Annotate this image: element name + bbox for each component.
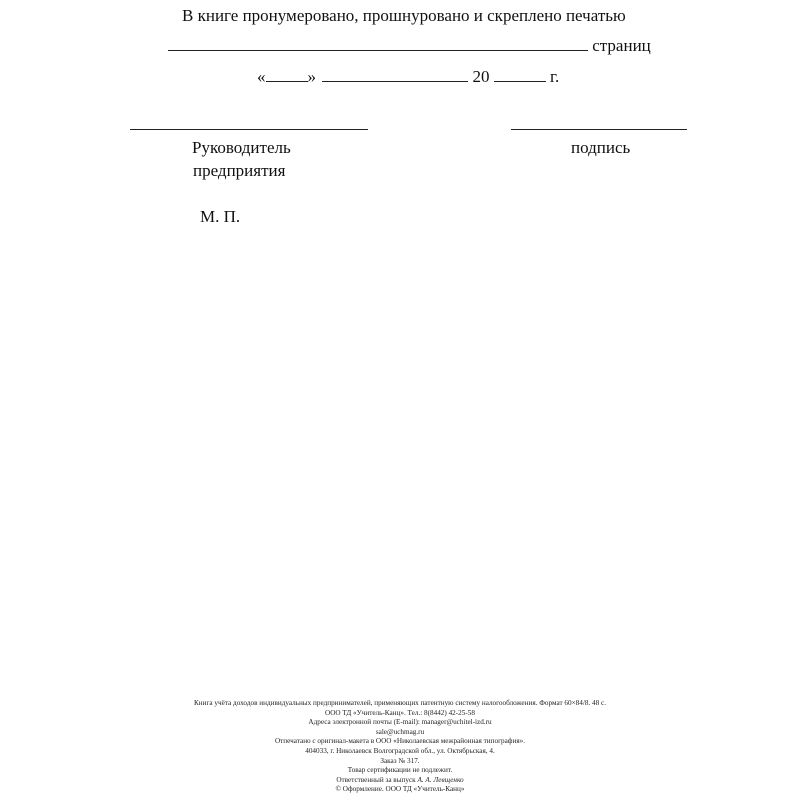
head-signature-rule xyxy=(130,129,368,130)
pages-word: страниц xyxy=(592,36,651,55)
day-blank xyxy=(266,66,308,82)
imprint-line: Отпечатано с оригинал-макета в ООО «Николаевская межрайонная типография». xyxy=(274,737,526,746)
imprint-line: Товар сертификации не подлежит. xyxy=(347,766,453,775)
year-blank xyxy=(494,66,546,82)
page-count-blank xyxy=(168,35,588,51)
imprint-block xyxy=(0,699,800,795)
head-label-line1: Руководитель xyxy=(192,138,291,157)
imprint-line: © Оформление. ООО ТД «Учитель-Канц» xyxy=(335,785,465,794)
date-open-quote: « xyxy=(257,67,266,86)
signature-label: подпись xyxy=(571,138,631,157)
signature-rule xyxy=(511,129,687,130)
responsible-name: А. А. Левщенко xyxy=(417,775,464,784)
imprint-line: Адреса электронной почты (E-mail): manager@uchitel-izd.ru xyxy=(308,718,492,727)
certification-statement: В книге пронумеровано, прошнуровано и скреплено печатью xyxy=(182,6,626,25)
imprint-line xyxy=(0,776,800,786)
head-label-line2: предприятия xyxy=(193,161,286,180)
imprint-line: ООО ТД «Учитель-Канц». Тел.: 8(8442) 42-25-58 xyxy=(325,708,475,717)
imprint-line: 404033, г. Николаевск Волгоградской обл., ул. Октябрьская, 4. xyxy=(305,746,495,755)
month-blank xyxy=(322,66,468,82)
date-line xyxy=(257,66,559,87)
year-prefix: 20 xyxy=(472,67,490,86)
year-suffix: г. xyxy=(550,67,560,86)
imprint-line: sale@uchmag.ru xyxy=(375,727,425,736)
responsible-prefix: Ответственный за выпуск xyxy=(336,775,416,784)
imprint-line: Заказ № 317. xyxy=(380,756,420,765)
page-count-line xyxy=(168,35,651,56)
seal-place-label: М. П. xyxy=(200,207,241,226)
date-close-quote: » xyxy=(307,67,316,86)
imprint-line: Книга учёта доходов индивидуальных предпринимателей, применяющих патентную систему налогообложения. Формат 60×84/8. 48 с. xyxy=(194,699,606,707)
